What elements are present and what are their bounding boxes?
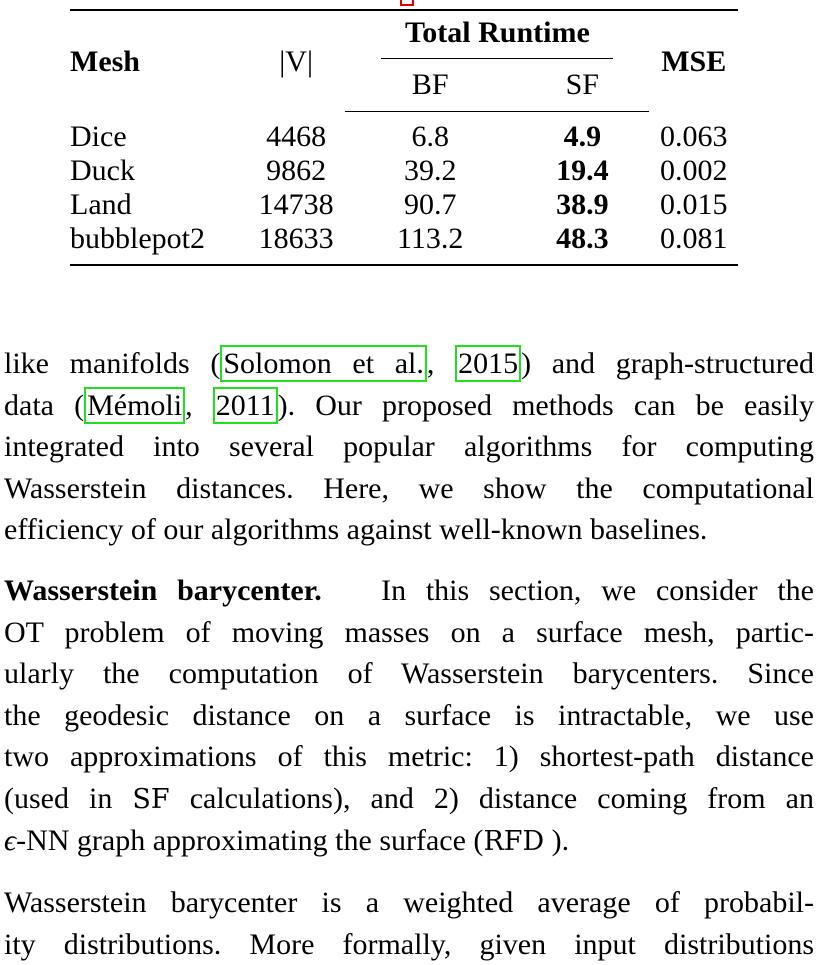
text-run: ). — [544, 824, 569, 857]
text-line: ularly the computation of Wasserstein barycenters. Since — [4, 653, 814, 695]
text-run: , — [185, 389, 213, 422]
cell-mse: 0.081 — [649, 222, 738, 265]
text-line: OT problem of moving masses on a surface mesh, partic- — [4, 612, 814, 654]
text-line: integrated into several popular algorithms for computing — [4, 426, 814, 468]
text-run: calculations), and 2) distance coming from an — [170, 782, 814, 815]
cell-bf: 113.2 — [345, 222, 515, 265]
text-run: , — [427, 347, 455, 380]
math-sf: SF — [132, 784, 169, 815]
text-line: Wasserstein barycenter is a weighted average of probabil- — [4, 882, 814, 924]
text-run: ) and graph-structured — [521, 347, 814, 380]
reference-link-box[interactable] — [400, 0, 414, 6]
header-group-label: Total Runtime — [381, 16, 613, 59]
cell-mse: 0.002 — [649, 154, 738, 188]
cell-vertices: 9862 — [247, 154, 345, 188]
text-line — [4, 385, 814, 427]
citation-year-link[interactable]: 2011 — [213, 387, 278, 424]
cell-vertices: 18633 — [247, 222, 345, 265]
header-mesh: Mesh — [70, 12, 247, 112]
text-line — [4, 778, 814, 821]
header-vertices: |V| — [247, 12, 345, 112]
cell-bf: 39.2 — [345, 154, 515, 188]
cell-bf: 6.8 — [345, 112, 515, 155]
text-run: In this section, we consider the — [322, 574, 814, 607]
cell-mesh: Land — [70, 188, 247, 222]
cell-mse: 0.015 — [649, 188, 738, 222]
cell-sf: 4.9 — [515, 112, 649, 155]
text-line: Wasserstein distances. Here, we show the computational — [4, 468, 814, 510]
text-line — [4, 820, 814, 863]
citation-link[interactable]: Mémoli — [84, 387, 185, 424]
math-rfd: RFD — [483, 826, 544, 857]
cell-sf: 38.9 — [515, 188, 649, 222]
citation-year-link[interactable]: 2015 — [455, 345, 521, 382]
cell-mesh: bubblepot2 — [70, 222, 247, 265]
text-run: like manifolds ( — [4, 347, 220, 380]
cell-sf: 19.4 — [515, 154, 649, 188]
citation-link[interactable]: Solomon et al. — [220, 345, 427, 382]
cell-mse: 0.063 — [649, 112, 738, 155]
cell-bf: 90.7 — [345, 188, 515, 222]
table-row — [70, 222, 738, 265]
header-sf: SF — [515, 59, 649, 112]
text-line: the geodesic distance on a surface is intractable, we use — [4, 695, 814, 737]
header-bf: BF — [345, 59, 515, 112]
section-heading: Wasserstein barycenter. — [4, 574, 322, 607]
table-row — [70, 154, 738, 188]
text-line: efficiency of our algorithms against well-known baselines. — [4, 509, 814, 551]
text-line — [4, 570, 814, 612]
top-rule — [70, 9, 738, 11]
paragraph-definition — [4, 882, 814, 965]
cell-vertices: 14738 — [247, 188, 345, 222]
header-mse: MSE — [649, 12, 738, 112]
math-epsilon: ϵ — [4, 824, 16, 857]
text-line: two approximations of this metric: 1) shortest-path distance — [4, 736, 814, 778]
cell-mesh: Duck — [70, 154, 247, 188]
table-top-rule — [70, 0, 738, 11]
text-run: ). Our proposed methods can be easily — [278, 389, 814, 422]
cell-sf: 48.3 — [515, 222, 649, 265]
cell-vertices: 4468 — [247, 112, 345, 155]
table-row — [70, 112, 738, 155]
runtime-table — [70, 12, 738, 266]
paragraph-barycenter — [4, 570, 814, 863]
text-line — [4, 343, 814, 385]
paragraph-intro — [4, 343, 814, 551]
cell-mesh: Dice — [70, 112, 247, 155]
table-row — [70, 188, 738, 222]
header-total-runtime — [345, 12, 649, 59]
text-line: ity distributions. More formally, given input distributions — [4, 924, 814, 965]
text-run: -NN graph approximating the surface ( — [16, 824, 483, 857]
text-run: data ( — [4, 389, 84, 422]
text-run: (used in — [4, 782, 132, 815]
